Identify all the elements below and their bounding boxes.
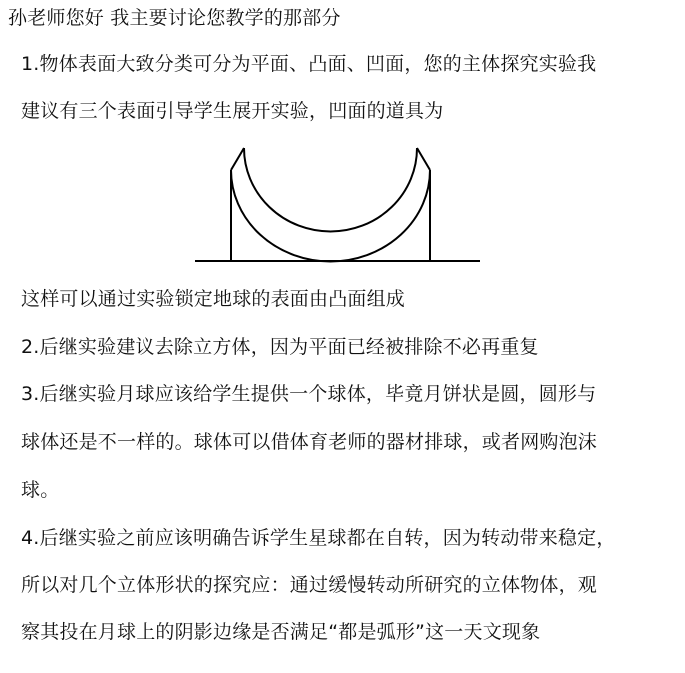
paragraph-4-line-3: 察其投在月球上的阴影边缘是否满足“都是弧形”这一天文现象 [21,621,541,643]
diagram-inner-arc [244,148,417,231]
greeting-line: 孙老师您好 我主要讨论您教学的那部分 [8,7,341,29]
paragraph-3-line-3: 球。 [21,479,60,501]
diagram-right-rim [417,148,430,170]
diagram-outer-arc [231,170,430,261]
paragraph-1-line-1: 1.物体表面大致分类可分为平面、凸面、凹面，您的主体探究实验我 [21,53,597,75]
paragraph-4-line-1: 4.后继实验之前应该明确告诉学生星球都在自转，因为转动带来稳定， [21,527,616,549]
paragraph-1-line-2: 建议有三个表面引导学生展开实验，凹面的道具为 [21,100,444,122]
paragraph-3-line-1: 3.后继实验月球应该给学生提供一个球体，毕竟月饼状是圆，圆形与 [21,383,597,405]
concave-prop-diagram [195,140,480,265]
paragraph-4-line-2: 所以对几个立体形状的探究应：通过缓慢转动所研究的立体物体，观 [21,574,598,596]
paragraph-1-line-3: 这样可以通过实验锁定地球的表面由凸面组成 [21,288,406,310]
paragraph-2-line-1: 2.后继实验建议去除立方体，因为平面已经被排除不必再重复 [21,336,539,358]
diagram-left-rim [231,148,244,170]
paragraph-3-line-2: 球体还是不一样的。球体可以借体育老师的器材排球，或者网购泡沫 [21,431,598,453]
